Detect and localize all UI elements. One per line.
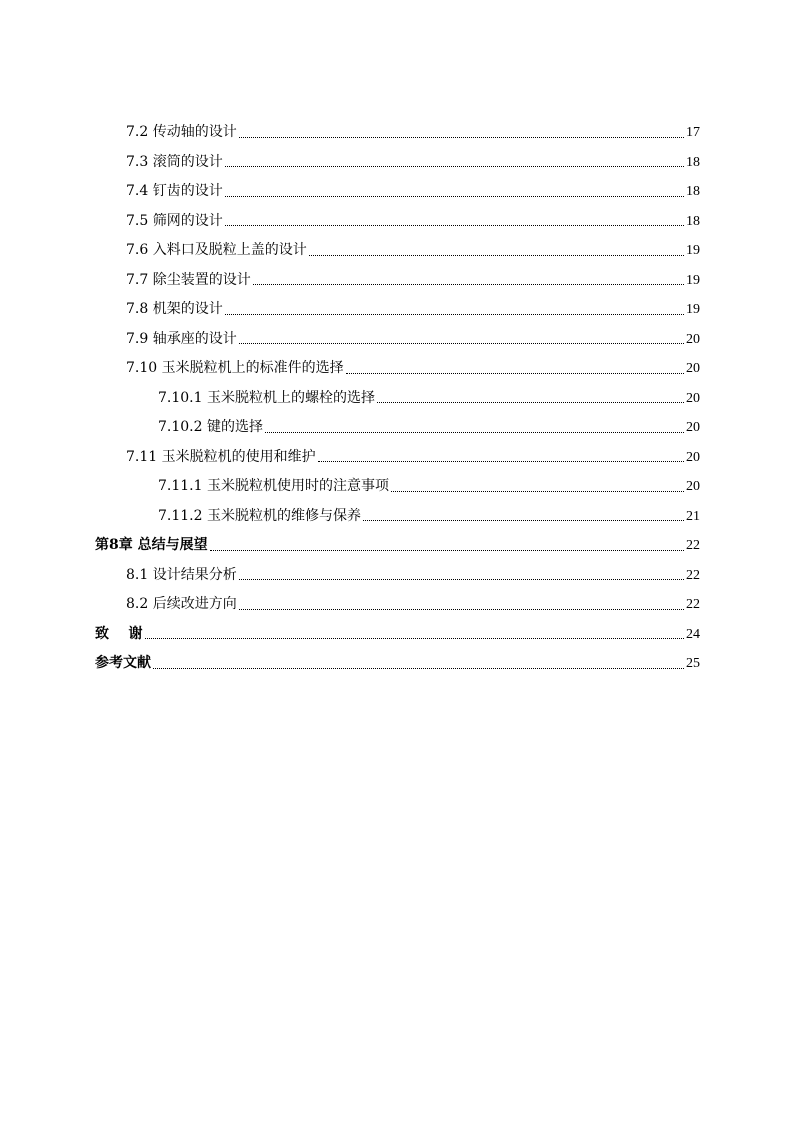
toc-entry-title: 7.8 机架的设计 <box>126 301 223 317</box>
toc-entry-title: 7.5 筛网的设计 <box>126 212 223 229</box>
toc-entry-title: 7.10 玉米脱粒机上的标准件的选择 <box>126 360 344 376</box>
toc-entry-page: 20 <box>686 390 700 406</box>
toc-leader-dots <box>153 667 684 669</box>
toc-entry-page: 20 <box>686 420 700 435</box>
toc-leader-dots <box>239 342 684 344</box>
toc-entry-title: 7.6 入料口及脱粒上盖的设计 <box>126 242 307 258</box>
toc-entry-title: 7.10.1 玉米脱粒机上的螺栓的选择 <box>158 389 375 406</box>
toc-entry-page: 25 <box>686 656 700 671</box>
toc-entry-page: 18 <box>686 154 700 170</box>
toc-entry-title: 8.1 设计结果分析 <box>126 566 237 583</box>
toc-leader-dots <box>225 195 684 197</box>
toc-entry-page: 22 <box>686 597 700 612</box>
toc-leader-dots <box>377 401 684 403</box>
toc-leader-dots <box>253 283 684 285</box>
toc-entry-page: 24 <box>686 626 700 642</box>
toc-entry-page: 20 <box>686 331 700 347</box>
toc-entry-7-3[interactable] <box>95 148 700 178</box>
toc-leader-dots <box>239 608 684 610</box>
toc-leader-dots <box>363 519 684 521</box>
toc-entry-title: 第8章 总结与展望 <box>95 537 208 553</box>
toc-entry-8-2[interactable] <box>95 590 700 620</box>
toc-entry-7-9[interactable] <box>95 325 700 355</box>
toc-entry-title: 7.3 滚筒的设计 <box>126 153 223 170</box>
toc-entry-title: 7.7 除尘装置的设计 <box>126 271 251 288</box>
toc-entry-page: 20 <box>686 479 700 494</box>
toc-entry-acknowledgements[interactable] <box>95 620 700 650</box>
toc-entry-7-10-2[interactable] <box>95 413 700 443</box>
toc-entry-title: 参考文献 <box>95 655 151 671</box>
toc-entry-title: 7.2 传动轴的设计 <box>126 124 237 140</box>
toc-entry-7-8[interactable] <box>95 295 700 325</box>
toc-entry-7-2[interactable] <box>95 118 700 148</box>
toc-entry-page: 21 <box>686 508 700 524</box>
toc-entry-page: 17 <box>686 125 700 140</box>
toc-entry-page: 22 <box>686 538 700 553</box>
toc-entry-chapter-8[interactable] <box>95 531 700 561</box>
toc-entry-7-10-1[interactable] <box>95 384 700 414</box>
toc-leader-dots <box>225 224 684 226</box>
toc-leader-dots <box>265 431 684 433</box>
toc-leader-dots <box>210 549 684 551</box>
toc-entry-title: 7.11.1 玉米脱粒机使用时的注意事项 <box>158 478 389 494</box>
toc-leader-dots <box>346 372 684 374</box>
toc-entry-title: 7.4 钉齿的设计 <box>126 183 223 199</box>
toc-leader-dots <box>225 165 684 167</box>
toc-leader-dots <box>225 313 684 315</box>
toc-entry-page: 20 <box>686 449 700 465</box>
toc-entry-7-10[interactable] <box>95 354 700 384</box>
toc-entry-7-11[interactable] <box>95 443 700 473</box>
toc-entry-8-1[interactable] <box>95 561 700 591</box>
toc-entry-7-5[interactable] <box>95 207 700 237</box>
toc-entry-page: 19 <box>686 302 700 317</box>
toc-entry-7-11-2[interactable] <box>95 502 700 532</box>
toc-leader-dots <box>239 136 684 138</box>
toc-entry-references[interactable] <box>95 649 700 679</box>
toc-entry-7-6[interactable] <box>95 236 700 266</box>
toc-entry-7-4[interactable] <box>95 177 700 207</box>
toc-entry-page: 18 <box>686 184 700 199</box>
toc-entry-title: 7.11 玉米脱粒机的使用和维护 <box>126 448 316 465</box>
toc-entry-page: 18 <box>686 213 700 229</box>
toc-entry-title: 7.9 轴承座的设计 <box>126 330 237 347</box>
toc-entry-title: 致 谢 <box>95 625 143 642</box>
toc-entry-page: 19 <box>686 243 700 258</box>
toc-entry-title: 7.10.2 键的选择 <box>158 419 263 435</box>
toc-leader-dots <box>145 637 685 639</box>
toc-entry-7-7[interactable] <box>95 266 700 296</box>
toc-leader-dots <box>239 578 684 580</box>
toc-leader-dots <box>391 490 684 492</box>
toc-entry-page: 20 <box>686 361 700 376</box>
toc-entry-page: 19 <box>686 272 700 288</box>
toc-entry-title: 8.2 后续改进方向 <box>126 596 237 612</box>
toc-entry-page: 22 <box>686 567 700 583</box>
toc-entry-7-11-1[interactable] <box>95 472 700 502</box>
table-of-contents <box>95 118 700 679</box>
toc-entry-title: 7.11.2 玉米脱粒机的维修与保养 <box>158 507 361 524</box>
toc-leader-dots <box>309 254 684 256</box>
toc-leader-dots <box>318 460 684 462</box>
